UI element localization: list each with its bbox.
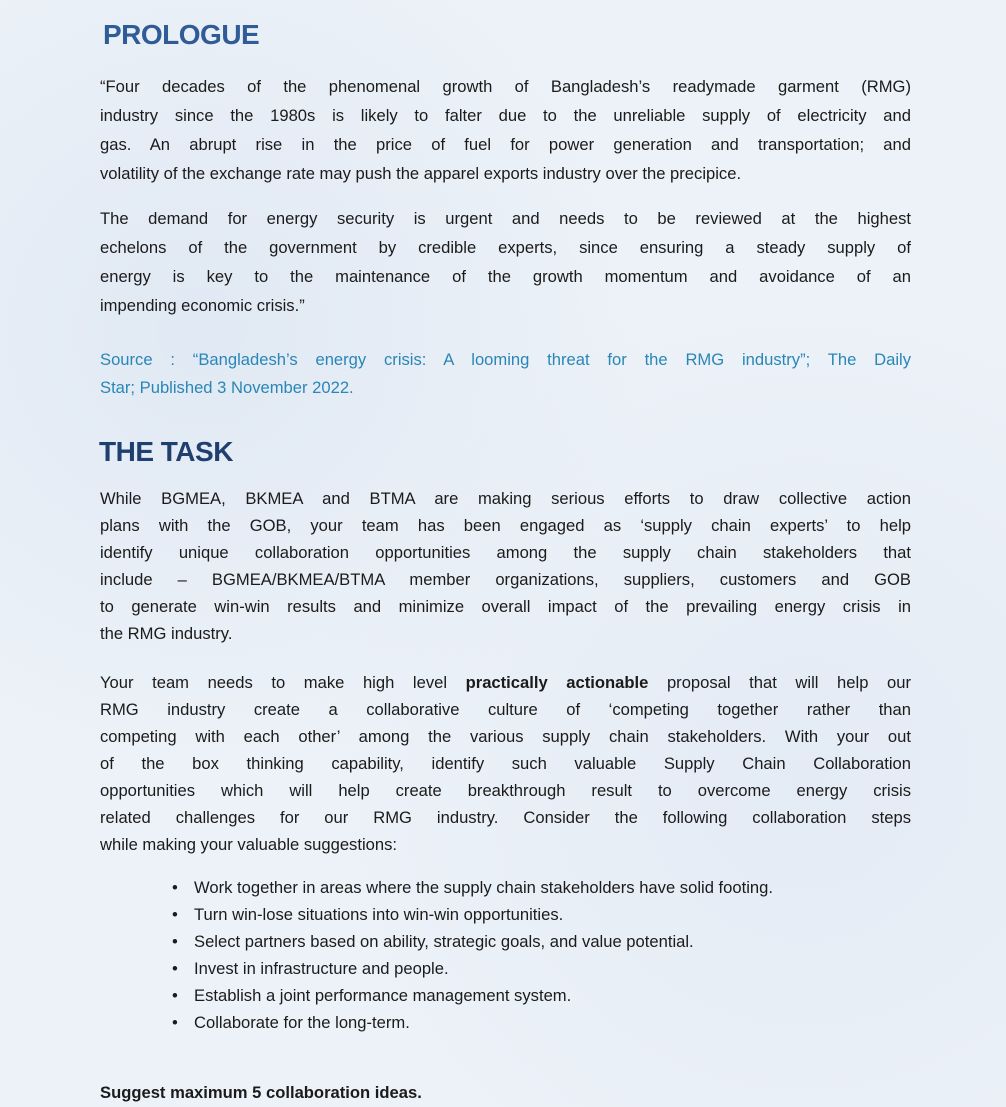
- list-item: • Select partners based on ability, strategic goals, and value potential.: [172, 928, 872, 955]
- bold-emphasis: practically actionable: [465, 673, 649, 692]
- list-item: • Turn win-lose situations into win-win opportunities.: [172, 901, 872, 928]
- text-line: energy is key to the maintenance of the growth momentum and avoidance of an: [100, 267, 911, 286]
- text-line: while making your valuable suggestions:: [100, 835, 398, 854]
- final-instruction: Suggest maximum 5 collaboration ideas.: [100, 1083, 422, 1102]
- task-heading: THE TASK: [99, 436, 233, 467]
- collaboration-steps-list: [172, 874, 872, 1036]
- text-line: competing with each other’ among the various supply chain stakeholders. With your out: [100, 727, 911, 746]
- text-line: “Four decades of the phenomenal growth of Bangladesh’s readymade garment (RMG): [100, 77, 911, 96]
- text-segment: Your team needs to make high level: [100, 673, 466, 692]
- text-line: identify unique collaboration opportunities among the supply chain stakeholders that: [100, 543, 911, 562]
- text-line: the RMG industry.: [100, 624, 233, 643]
- text-line: impending economic crisis.”: [100, 296, 305, 315]
- text-line: Source : “Bangladesh’s energy crisis: A looming threat for the RMG industry”; The Daily: [100, 350, 911, 369]
- prologue-paragraph-2: [100, 204, 911, 320]
- text-line: of the box thinking capability, identify such valuable Supply Chain Collaboration: [100, 754, 911, 773]
- text-line: to generate win-win results and minimize overall impact of the prevailing energy crisis in: [100, 597, 911, 616]
- task-paragraph-2: [100, 669, 911, 858]
- text-line: opportunities which will help create breakthrough result to overcome energy crisis: [100, 781, 911, 800]
- text-line: echelons of the government by credible experts, since ensuring a steady supply of: [100, 238, 911, 257]
- text-line: volatility of the exchange rate may push the apparel exports industry over the precipice.: [100, 164, 742, 183]
- text-line: gas. An abrupt rise in the price of fuel for power generation and transportation; and: [100, 135, 911, 154]
- list-item: • Work together in areas where the supply chain stakeholders have solid footing.: [172, 874, 834, 901]
- text-line: Star; Published 3 November 2022.: [100, 378, 354, 397]
- text-line: include – BGMEA/BKMEA/BTMA member organizations, suppliers, customers and GOB: [100, 570, 911, 589]
- list-item: • Collaborate for the long-term.: [172, 1009, 872, 1036]
- list-item: • Establish a joint performance management system.: [172, 982, 872, 1009]
- text-line: [100, 669, 911, 696]
- text-segment: proposal that will help our: [648, 673, 911, 692]
- text-line: industry since the 1980s is likely to falter due to the unreliable supply of electricity and: [100, 106, 911, 125]
- task-paragraph-1: [100, 485, 911, 647]
- list-item: • Invest in infrastructure and people.: [172, 955, 872, 982]
- text-line: While BGMEA, BKMEA and BTMA are making serious efforts to draw collective action: [100, 489, 911, 508]
- prologue-paragraph-1: [100, 72, 911, 188]
- text-line: plans with the GOB, your team has been engaged as ‘supply chain experts’ to help: [100, 516, 911, 535]
- text-line: related challenges for our RMG industry. Consider the following collaboration steps: [100, 808, 911, 827]
- source-citation: [100, 346, 911, 402]
- prologue-heading: PROLOGUE: [103, 19, 260, 50]
- text-line: The demand for energy security is urgent and needs to be reviewed at the highest: [100, 209, 911, 228]
- text-line: RMG industry create a collaborative culture of ‘competing together rather than: [100, 700, 911, 719]
